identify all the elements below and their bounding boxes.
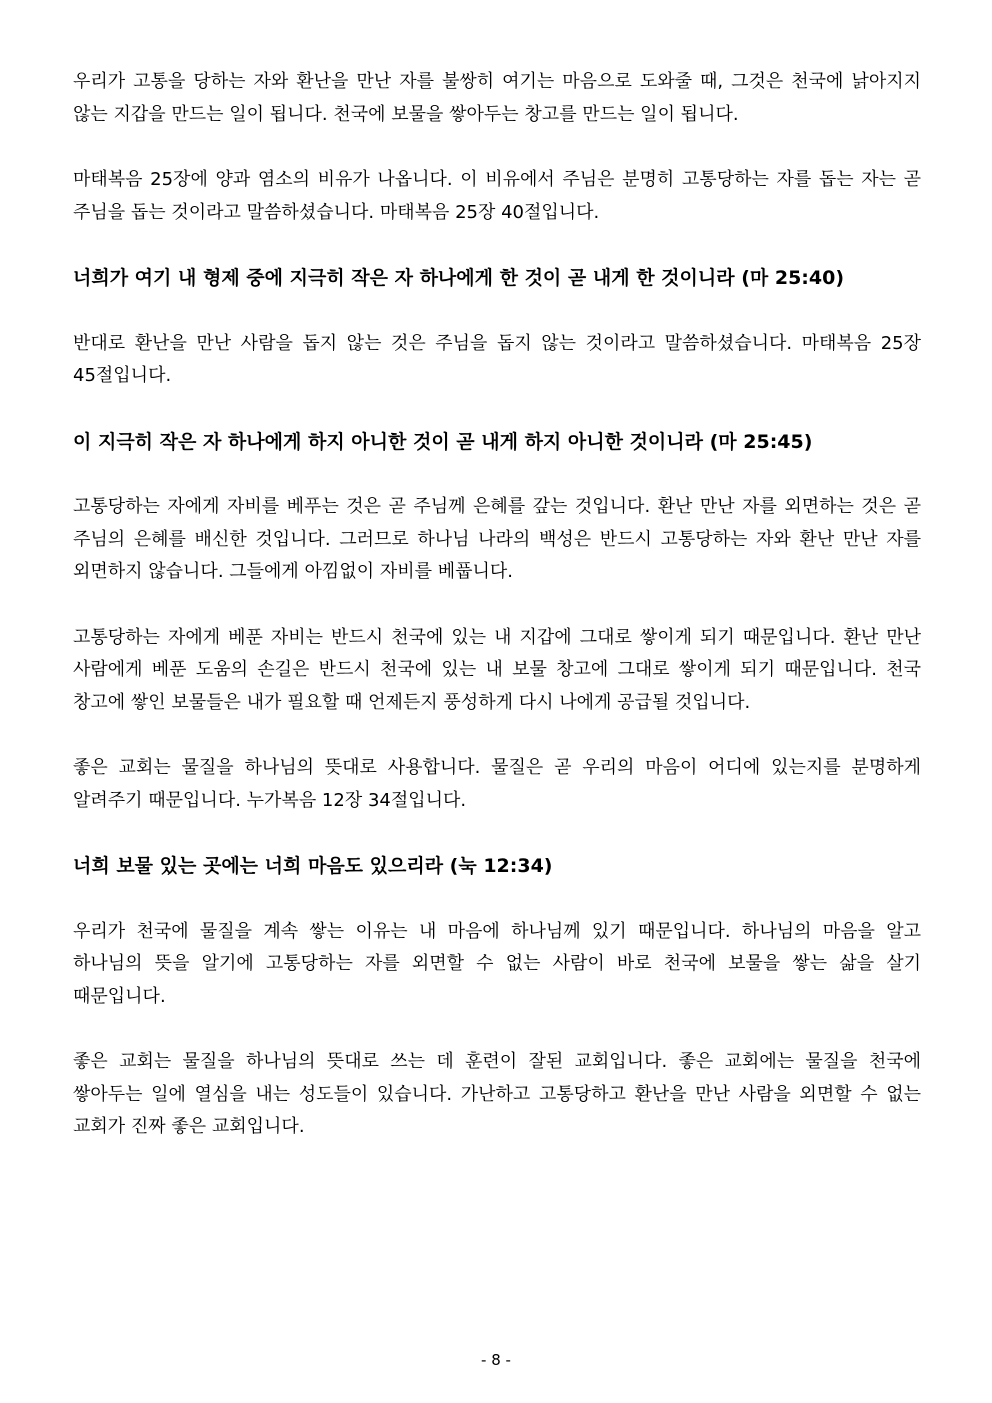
body-paragraph: 우리가 고통을 당하는 자와 환난을 만난 자를 불쌍히 여기는 마음으로 도와줄 때, 그것은 천국에 낡아지지 않는 지갑을 만드는 일이 됩니다. 천국에 보물을 쌓아두는 창고를 만드는 일이 됩니다. (73, 71, 921, 125)
body-paragraph: 좋은 교회는 물질을 하나님의 뜻대로 쓰는 데 훈련이 잘된 교회입니다. 좋은 교회에는 물질을 천국에 쌓아두는 일에 열심을 내는 성도들이 있습니다. 가난하고 고통당하고 환난을 만난 사람을 외면할 수 없는 교회가 진짜 좋은 교회입니다. (73, 1051, 921, 1137)
scripture-verse: 이 지극히 작은 자 하나에게 하지 아니한 것이 곧 내게 하지 아니한 것이니라 (마 25:45) (73, 430, 813, 453)
body-paragraph: 좋은 교회는 물질을 하나님의 뜻대로 사용합니다. 물질은 곧 우리의 마음이 어디에 있는지를 분명하게 알려주기 때문입니다. 누가복음 12장 34절입니다. (73, 757, 921, 811)
scripture-verse: 너희가 여기 내 형제 중에 지극히 작은 자 하나에게 한 것이 곧 내게 한 것이니라 (마 25:40) (73, 267, 845, 289)
body-paragraph: 마태복음 25장에 양과 염소의 비유가 나옵니다. 이 비유에서 주님은 분명히 고통당하는 자를 돕는 자는 곧 주님을 돕는 것이라고 말씀하셨습니다. 마태복음 25장 40절입니다. (73, 169, 921, 223)
body-paragraph: 우리가 천국에 물질을 계속 쌓는 이유는 내 마음에 하나님께 있기 때문입니다. 하나님의 마음을 알고 하나님의 뜻을 알기에 고통당하는 자를 외면할 수 없는 사람이 바로 천국에 보물을 쌓는 삶을 살기 때문입니다. (73, 920, 921, 1007)
body-paragraph: 고통당하는 자에게 베푼 자비는 반드시 천국에 있는 내 지갑에 그대로 쌓이게 되기 때문입니다. 환난 만난 사람에게 베푼 도움의 손길은 반드시 천국에 있는 내 보물 창고에 그대로 쌓이게 되기 때문입니다. 천국 창고에 쌓인 보물들은 내가 필요할 때 언제든지 풍성하게 다시 나에게 공급될 것입니다. (73, 626, 921, 713)
body-paragraph: 고통당하는 자에게 자비를 베푸는 것은 곧 주님께 은혜를 갚는 것입니다. 환난 만난 자를 외면하는 것은 곧 주님의 은혜를 배신한 것입니다. 그러므로 하나님 나라의 백성은 반드시 고통당하는 자와 환난 만난 자를 외면하지 않습니다. 그들에게 아낌없이 자비를 베풉니다. (73, 496, 921, 582)
page-content (73, 66, 921, 1177)
scripture-verse: 너희 보물 있는 곳에는 너희 마음도 있으리라 (눅 12:34) (73, 855, 553, 877)
body-paragraph: 반대로 환난을 만난 사람을 돕지 않는 것은 주님을 돕지 않는 것이라고 말씀하셨습니다. 마태복음 25장 45절입니다. (73, 332, 921, 386)
page-number: - 8 - (481, 1351, 511, 1369)
